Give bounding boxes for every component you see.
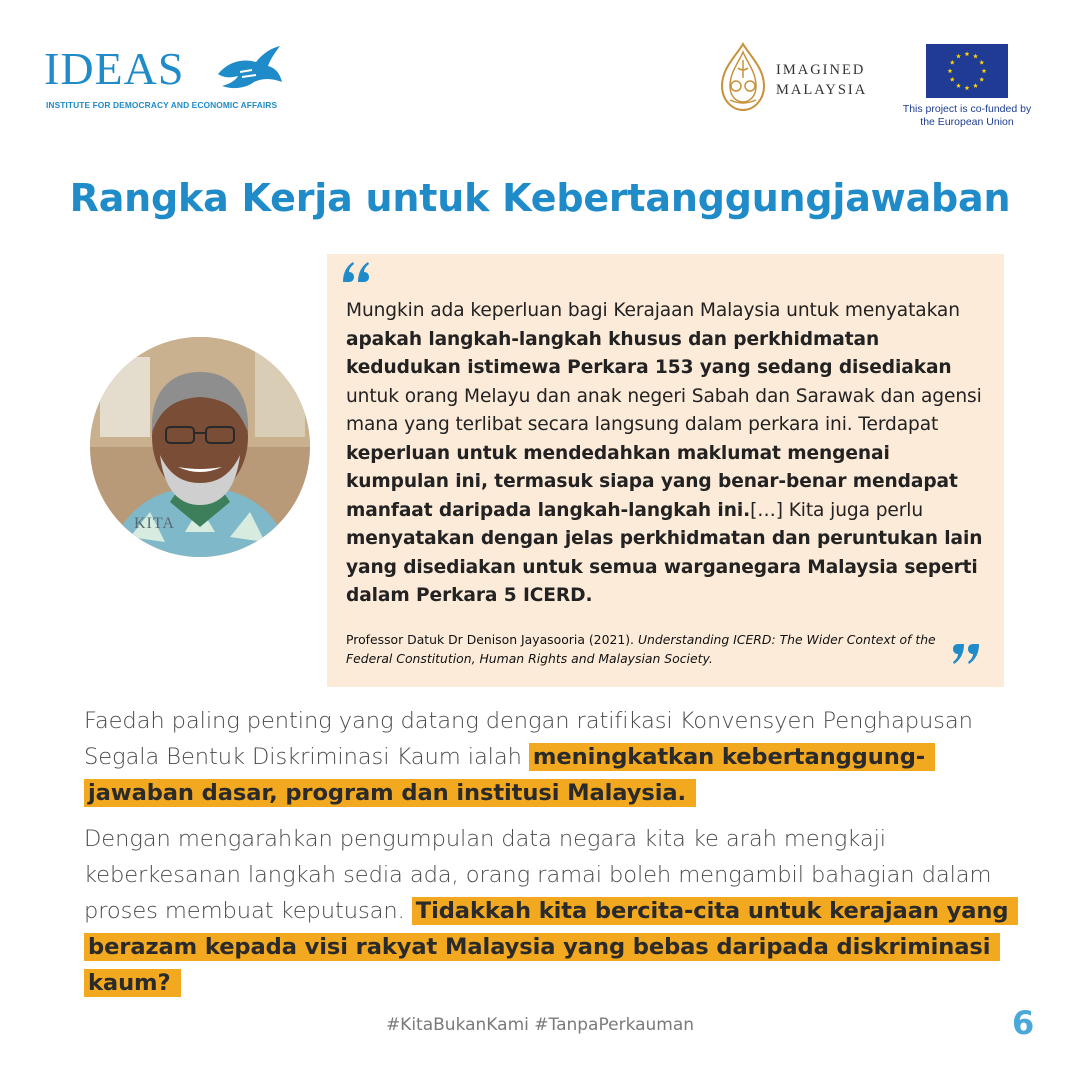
ideas-logo: [44, 44, 284, 114]
body-paragraph-2: [84, 821, 1024, 1001]
page-number: 6: [1012, 1004, 1035, 1042]
bird-icon: [212, 44, 284, 96]
eu-cofunded-caption: [892, 103, 1042, 128]
eu-flag-icon: [926, 44, 1008, 98]
open-quote-icon: [339, 258, 373, 286]
imagined-malaysia-line1: IMAGINED: [776, 62, 866, 78]
portrait-watermark: KITA: [134, 515, 175, 532]
gunungan-emblem-icon: [720, 42, 766, 112]
author-portrait: [90, 337, 310, 557]
citation-title: Understanding ICERD: The Wider Context of the Federal Constitution, Human Rights and Malaysian Society.: [346, 632, 936, 666]
paragraph-text: Dengan mengarahkan pengumpulan data negara kita ke arah mengkaji keberkesanan langkah sedia ada, orang ramai boleh mengambil bahagian dalam proses membuat keputusan.: [84, 826, 992, 924]
highlighted-text: Tidakkah kita bercita-cita untuk kerajaan yang berazam kepada visi rakyat Malaysia yang bebas daripada diskriminasi kaum?: [84, 897, 1018, 997]
highlighted-text: meningkatkan kebertanggung-: [529, 743, 935, 771]
eu-caption-line2: the European Union: [920, 115, 1014, 128]
highlighted-text: jawaban dasar, program dan institusi Malaysia.: [84, 779, 696, 807]
close-quote-icon: [949, 640, 983, 668]
body-paragraph-1: [84, 703, 1024, 811]
imagined-malaysia-line2: MALAYSIA: [776, 82, 868, 98]
ideas-logo-subtitle: INSTITUTE FOR DEMOCRACY AND ECONOMIC AFFAIRS: [46, 100, 278, 110]
quote-box: [327, 254, 1004, 687]
quote-citation: [346, 630, 946, 668]
quote-segment: Mungkin ada keperluan bagi Kerajaan Malaysia untuk menyatakan: [346, 300, 960, 321]
portrait-illustration: [90, 337, 310, 557]
quote-segment: untuk orang Melayu dan anak negeri Sabah dan Sarawak dan agensi mana yang terlibat secara langsung dalam perkara ini. Terdapat: [346, 385, 982, 435]
page-title: Rangka Kerja untuk Kebertanggungjawaban: [69, 176, 1011, 220]
quote-segment: […] Kita juga perlu: [750, 499, 924, 521]
quote-segment-bold: keperluan untuk mendedahkan maklumat mengenai kumpulan ini, termasuk siapa yang benar-benar mendapat manfaat daripada langkah-langkah ini.: [346, 442, 958, 521]
eu-caption-line1: This project is co-funded by: [902, 103, 1032, 115]
paragraph-text: Faedah paling penting yang datang dengan ratifikasi Konvensyen Penghapusan Segala Bentuk Diskriminasi Kaum ialah: [84, 708, 973, 770]
quote-segment-bold: menyatakan dengan jelas perkhidmatan dan peruntukan lain yang disediakan untuk semua warganegara Malaysia seperti dalam Perkara 5 ICERD.: [346, 528, 983, 606]
quote-text: [346, 297, 986, 611]
quote-segment-bold: apakah langkah-langkah khusus dan perkhidmatan kedudukan istimewa Perkara 153 yang sedang disediakan: [346, 328, 952, 378]
citation-author: Professor Datuk Dr Denison Jayasooria (2021).: [346, 632, 638, 647]
imagined-malaysia-logo: [720, 42, 900, 114]
ideas-logo-wordmark: IDEAS: [44, 43, 185, 94]
hashtags: #KitaBukanKami #TanpaPerkauman: [385, 1015, 695, 1035]
imagined-malaysia-wordmark: [776, 60, 867, 100]
